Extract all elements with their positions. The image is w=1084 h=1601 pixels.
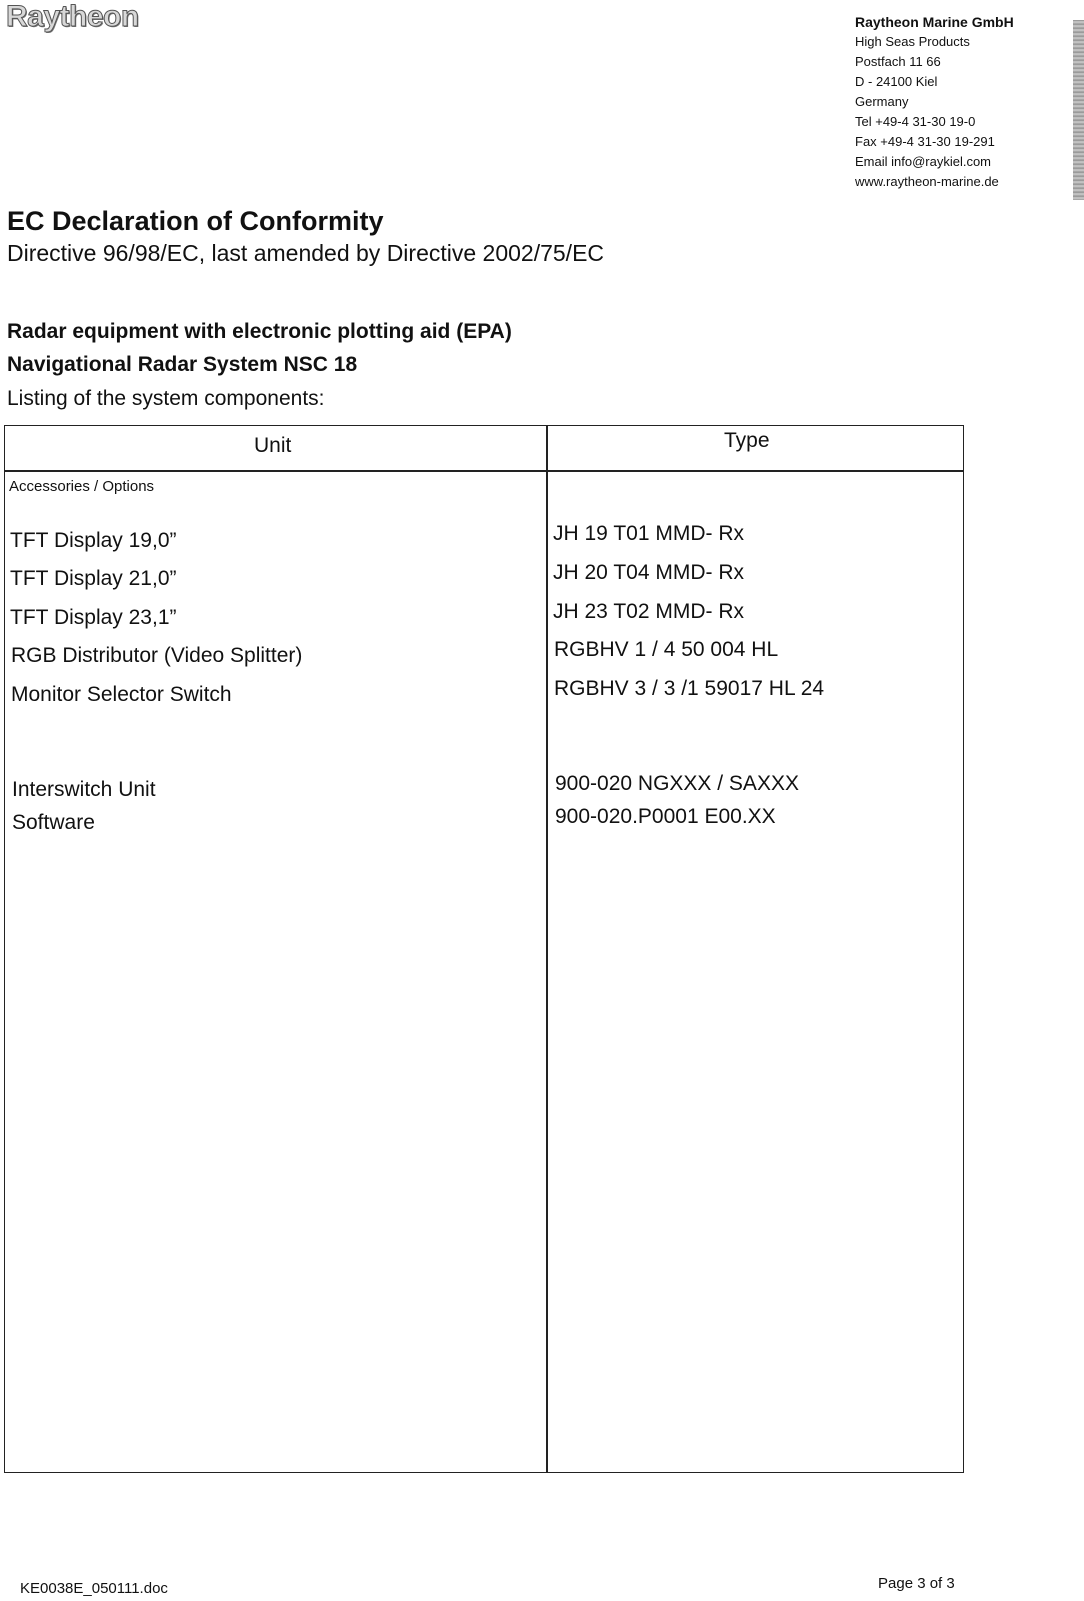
company-address-block [855, 12, 1055, 192]
type-cell: JH 20 T04 MMD- Rx [553, 561, 744, 584]
column-divider [546, 425, 548, 1473]
fax-line: Fax +49-4 31-30 19-291 [855, 134, 995, 149]
type-cell: 900-020.P0001 E00.XX [555, 805, 776, 828]
directive-line: Directive 96/98/EC, last amended by Directive 2002/75/EC [7, 240, 605, 266]
footer-page-number: Page 3 of 3 [878, 1575, 955, 1592]
address-line: Germany [855, 94, 909, 109]
listing-label: Listing of the system components: [7, 387, 325, 410]
document-title: EC Declaration of Conformity [7, 206, 384, 236]
header-divider [4, 470, 964, 472]
address-line: Postfach 11 66 [855, 54, 941, 69]
footer-file-name: KE0038E_050111.doc [20, 1580, 168, 1597]
type-cell: RGBHV 1 / 4 50 004 HL [554, 638, 779, 661]
email-line: Email info@raykiel.com [855, 154, 992, 169]
unit-cell: TFT Display 21,0” [10, 567, 177, 590]
type-cell: 900-020 NGXXX / SAXXX [555, 772, 799, 795]
website-line: www.raytheon-marine.de [855, 174, 999, 189]
type-column-header: Type [724, 429, 770, 452]
system-heading: Navigational Radar System NSC 18 [7, 353, 358, 376]
unit-cell: Software [12, 811, 95, 834]
unit-cell: Interswitch Unit [12, 778, 156, 801]
unit-cell: TFT Display 19,0” [10, 529, 177, 552]
unit-cell: TFT Display 23,1” [10, 606, 177, 629]
unit-cell: Monitor Selector Switch [11, 683, 232, 706]
equipment-heading: Radar equipment with electronic plotting aid (EPA) [7, 320, 512, 343]
section-label: Accessories / Options [9, 478, 155, 495]
unit-cell: RGB Distributor (Video Splitter) [11, 644, 303, 667]
type-cell: JH 19 T01 MMD- Rx [553, 522, 744, 545]
company-name: Raytheon Marine GmbH [855, 14, 1014, 30]
phone-line: Tel +49-4 31-30 19-0 [855, 114, 976, 129]
company-logo: Raytheon [6, 0, 139, 33]
scan-edge-strip [1073, 20, 1084, 200]
type-cell: JH 23 T02 MMD- Rx [553, 600, 744, 623]
address-line: High Seas Products [855, 34, 970, 49]
type-cell: RGBHV 3 / 3 /1 59017 HL 24 [554, 677, 825, 700]
address-line: D - 24100 Kiel [855, 74, 938, 89]
unit-column-header: Unit [254, 434, 292, 457]
